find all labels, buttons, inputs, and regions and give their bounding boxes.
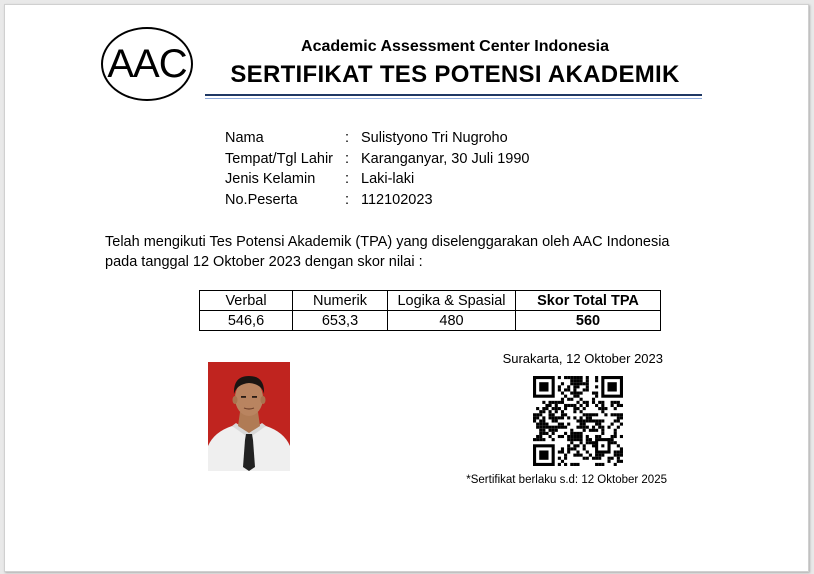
participant-photo	[208, 362, 290, 471]
title-rule-light	[205, 98, 702, 99]
participant-info	[225, 128, 530, 210]
certificate-page	[4, 4, 809, 572]
score-verbal: 546,6	[200, 311, 293, 331]
header-total: Skor Total TPA	[516, 291, 661, 311]
score-header-row	[200, 291, 661, 311]
info-label: No.Peserta	[225, 191, 298, 208]
qr-code-icon	[533, 376, 623, 466]
info-separator: :	[345, 150, 350, 167]
statement-line-1: Telah mengikuti Tes Potensi Akademik (TPA) yang diselenggarakan oleh AAC Indonesia	[105, 234, 670, 250]
statement	[105, 232, 725, 272]
title-rule-dark	[205, 94, 702, 96]
header-numerik: Numerik	[293, 291, 388, 311]
certificate-title: SERTIFIKAT TES POTENSI AKADEMIK	[230, 61, 680, 88]
score-numerik: 653,3	[293, 311, 388, 331]
score-logika-spasial: 480	[388, 311, 516, 331]
info-row-birth	[225, 149, 530, 170]
info-label: Tempat/Tgl Lahir	[225, 150, 333, 167]
score-table	[199, 290, 661, 331]
organization-name: Academic Assessment Center Indonesia	[301, 38, 609, 55]
info-value: Karanganyar, 30 Juli 1990	[361, 150, 530, 167]
header-logika-spasial: Logika & Spasial	[388, 291, 516, 311]
info-value: 112102023	[361, 191, 433, 208]
place-date: Surakarta, 12 Oktober 2023	[502, 351, 663, 366]
validity-note: *Sertifikat berlaku s.d: 12 Oktober 2025	[466, 474, 667, 486]
info-row-participant-number	[225, 190, 530, 211]
header-verbal: Verbal	[200, 291, 293, 311]
info-separator: :	[345, 130, 350, 146]
aac-logo	[101, 27, 193, 101]
info-separator: :	[345, 171, 350, 187]
score-total: 560	[516, 311, 661, 331]
info-row-name	[225, 128, 530, 149]
score-value-row	[200, 311, 661, 331]
info-row-gender	[225, 169, 530, 190]
statement-line-2: pada tanggal 12 Oktober 2023 dengan skor nilai :	[105, 254, 423, 270]
info-label: Jenis Kelamin	[225, 171, 316, 187]
info-value: Sulistyono Tri Nugroho	[361, 130, 508, 146]
portrait-image	[208, 362, 290, 471]
info-label: Nama	[225, 130, 264, 146]
info-separator: :	[345, 191, 350, 208]
info-value: Laki-laki	[361, 171, 415, 187]
logo-text: AAC	[107, 41, 187, 86]
